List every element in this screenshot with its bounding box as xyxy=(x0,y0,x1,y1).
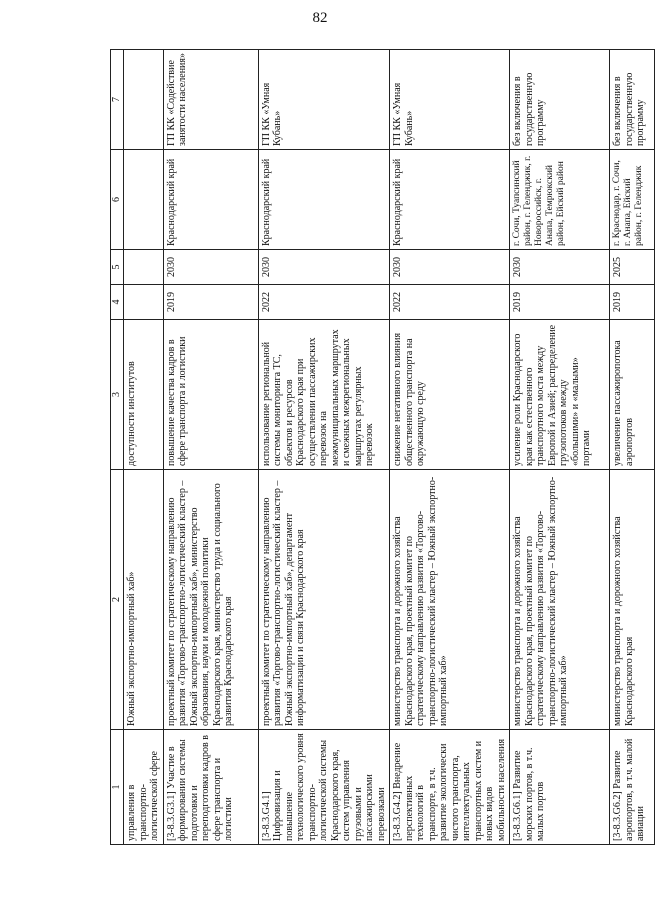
cell-end-year xyxy=(124,250,164,285)
cell-result: увеличение пассажиропотока аэропортов xyxy=(610,320,655,470)
cell-territory: Краснодарский край xyxy=(163,150,258,250)
cell-end-year: 2030 xyxy=(258,250,390,285)
table-row xyxy=(390,50,510,845)
cell-result: усиление роли Краснодарского края как естественного транспортного моста между Европой и Азией; распределение грузопотоков между «большими» и «малыми» портами xyxy=(510,320,610,470)
cell-measure: [3-8.3.G6.1] Развитие морских портов, в т.ч. малых портов xyxy=(510,730,610,845)
cell-program: без включения в государственную программу xyxy=(510,50,610,150)
header-cell-5: 5 xyxy=(111,250,124,285)
cell-territory: Краснодарский край xyxy=(258,150,390,250)
header-cell-4: 4 xyxy=(111,285,124,320)
table-row xyxy=(510,50,610,845)
cell-result: снижение негативного влияния общественного транспорта на окружающую среду xyxy=(390,320,510,470)
cell-responsible: министерство транспорта и дорожного хозяйства Краснодарского края, проектный комитет по стратегическому направлению развития «Торгово-транспортно-логистический кластер – Южный экспортно-импортный хаб» xyxy=(510,470,610,730)
table-viewport xyxy=(110,50,646,845)
cell-program: без включения в государственную программу xyxy=(610,50,655,150)
cell-territory xyxy=(124,150,164,250)
header-cell-6: 6 xyxy=(111,150,124,250)
cell-responsible: проектный комитет по стратегическому направлению развития «Торгово-транспортно-логистический кластер – Южный экспортно-импортный хаб», министерство образования, науки и молодежной политики Краснодарского края, министерство труда и социального развития Краснодарского края xyxy=(163,470,258,730)
cell-result: повышение качества кадров в сфере транспорта и логистики xyxy=(163,320,258,470)
cell-responsible: проектный комитет по стратегическому направлению развития «Торгово-транспортно-логистический кластер – Южный экспортно-импортный хаб», департамент информатизации и связи Краснодарского края xyxy=(258,470,390,730)
rotated-table-container xyxy=(110,50,646,845)
cell-result: использование региональной системы мониторинга ТС, объектов и ресурсов Краснодарского края при осуществлении пассажирских перевозок на межмуниципальных маршрутах и смежных межрегиональных маршрутах регулярных перевозок xyxy=(258,320,390,470)
table-row xyxy=(124,50,164,845)
cell-territory: г. Сочи, Туапсинский район, г. Геленджик, г. Новороссийск, г. Анапа, Темрюкский район, Ейский район xyxy=(510,150,610,250)
cell-start-year: 2019 xyxy=(163,285,258,320)
cell-program xyxy=(124,50,164,150)
cell-responsible: министерство транспорта и дорожного хозяйства Краснодарского края xyxy=(610,470,655,730)
cell-measure: [3-8.3.G3.1] Участие в формировании системы подготовки и переподготовки кадров в сфере транспорта и логистики xyxy=(163,730,258,845)
table-row xyxy=(610,50,655,845)
header-cell-3: 3 xyxy=(111,320,124,470)
cell-end-year: 2025 xyxy=(610,250,655,285)
cell-program: ГП КК «Умная Кубань» xyxy=(258,50,390,150)
cell-territory: г. Краснодар, г. Сочи, г. Анапа, Ейский район, г. Геленджик xyxy=(610,150,655,250)
cell-start-year: 2022 xyxy=(390,285,510,320)
cell-start-year: 2022 xyxy=(258,285,390,320)
cell-measure: управления в транспортно-логистической сфере xyxy=(124,730,164,845)
cell-start-year xyxy=(124,285,164,320)
cell-program: ГП КК «Содействие занятости населения» xyxy=(163,50,258,150)
cell-program: ГП КК «Умная Кубань» xyxy=(390,50,510,150)
cell-measure: [3-8.3.G4.1] Цифровизация и повышение технологического уровня транспортно-логистической системы Краснодарского края, систем управления грузовыми и пассажирскими перевозками xyxy=(258,730,390,845)
cell-end-year: 2030 xyxy=(163,250,258,285)
cell-territory: Краснодарский край xyxy=(390,150,510,250)
cell-start-year: 2019 xyxy=(510,285,610,320)
cell-end-year: 2030 xyxy=(510,250,610,285)
cell-measure: [3-8.3.G6.2] Развитие аэропортов, в т.ч. малой авиации xyxy=(610,730,655,845)
header-cell-7: 7 xyxy=(111,50,124,150)
header-cell-2: 2 xyxy=(111,470,124,730)
cell-responsible: министерство транспорта и дорожного хозяйства Краснодарского края, проектный комитет по стратегическому направлению развития «Торгово-транспортно-логистический кластер – Южный экспортно-импортный хаб» xyxy=(390,470,510,730)
page-number: 82 xyxy=(312,10,328,26)
header-cell-1: 1 xyxy=(111,730,124,845)
cell-result: доступности институтов xyxy=(124,320,164,470)
table-row xyxy=(163,50,258,845)
cell-responsible: Южный экспортно-импортный хаб» xyxy=(124,470,164,730)
cell-measure: [3-8.3.G4.2] Внедрение перспективных технологий в транспорте, в т.ч. развитие экологически чистого транспорта, интеллектуальных транспортных систем и новых видов мобильности населения xyxy=(390,730,510,845)
measures-table xyxy=(110,49,655,845)
cell-end-year: 2030 xyxy=(390,250,510,285)
header-row xyxy=(111,50,124,845)
table-row xyxy=(258,50,390,845)
cell-start-year: 2019 xyxy=(610,285,655,320)
